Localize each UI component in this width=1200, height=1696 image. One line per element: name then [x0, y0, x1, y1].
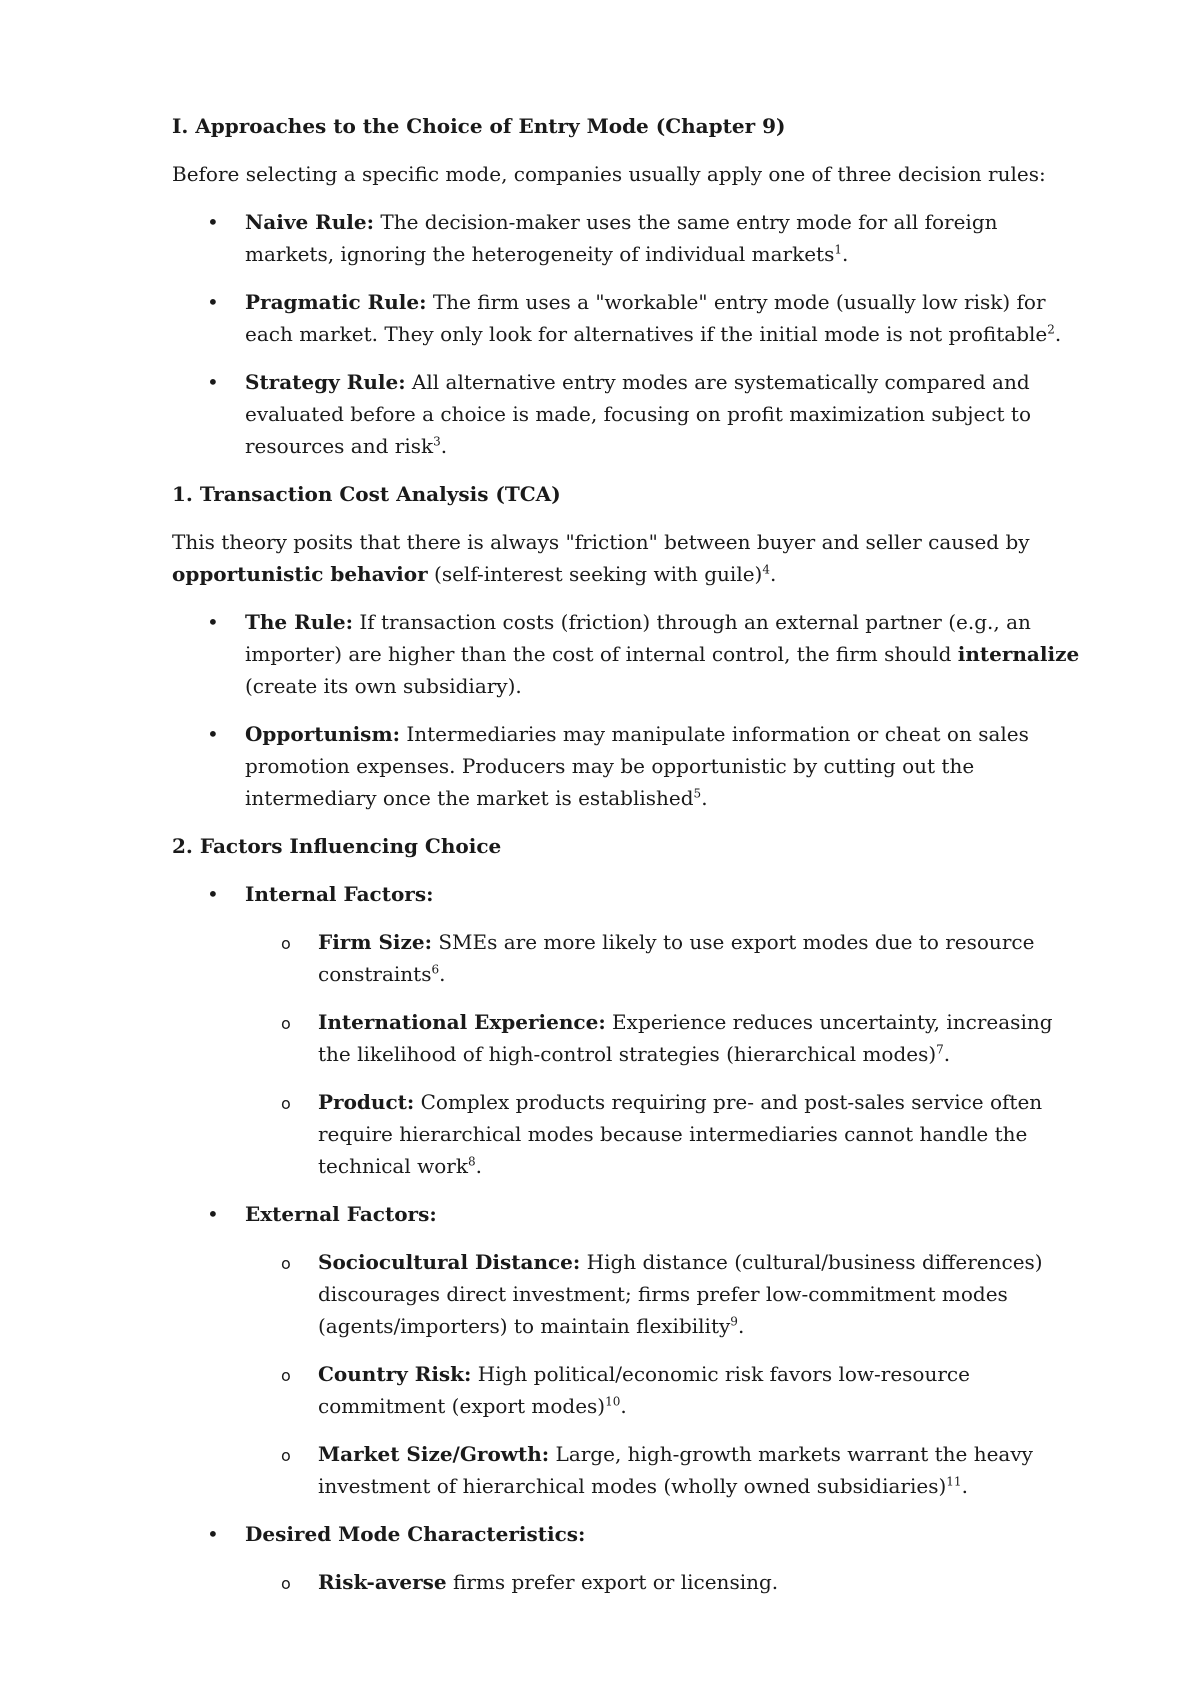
list-item: • Pragmatic Rule: The firm uses a "workable" entry mode (usually low risk) for each market. They only look for alternatives if the initial mode is not profitable$^2$. [172, 286, 1090, 350]
circle-bullet-icon: o [281, 934, 291, 953]
factors-list [172, 878, 1090, 1598]
external-factors-list [245, 1246, 1090, 1502]
bullet-icon: • [207, 722, 219, 746]
list-item: • Naive Rule: The decision-maker uses the same entry mode for all foreign markets, ignoring the heterogeneity of individual markets$^1$. [172, 206, 1090, 270]
footnote-ref: 10 [605, 1394, 621, 1409]
footnote-ref: 11 [946, 1474, 962, 1489]
circle-bullet-icon: o [281, 1574, 291, 1593]
footnote-ref: 9 [730, 1314, 738, 1329]
footnote-ref: 6 [431, 962, 440, 977]
footnote-ref: 4 [762, 562, 771, 577]
list-item: • Strategy Rule: All alternative entry modes are systematically compared and evaluated before a choice is made, focusing on profit maximization subject to resources and risk$^3$. [172, 366, 1090, 462]
decision-rules-list [172, 206, 1090, 462]
circle-bullet-icon: o [281, 1366, 291, 1385]
list-item: o International Experience: Experience reduces uncertainty, increasing the likelihood of high-control strategies (hierarchical modes)$^7$. [281, 1010, 1053, 1066]
footnote-ref: 5 [693, 786, 702, 801]
footnote-ref: 1 [834, 242, 842, 257]
tca-list [172, 606, 1090, 814]
footnote-ref: 7 [936, 1042, 944, 1057]
page-title: I. Approaches to the Choice of Entry Mode (Chapter 9) [172, 114, 786, 138]
list-item: o Risk-averse firms prefer export or licensing. [245, 1566, 1090, 1598]
list-item: • External Factors: o Sociocultural Distance: High distance (cultural/business differences) discourages direct investment; firms prefer low-commitment modes (agents/importers) to maintain flexibility$^9$. o Country Risk: High political/economic risk favors low-resource commitment (export modes)$^{10}$. o Market Size/Growth: Large, high-growth markets warrant the heavy investment of hierarchical modes (wholly owned subsidiaries)$^{11}$. [172, 1198, 1090, 1502]
bullet-icon: • [207, 610, 219, 634]
list-item: o Market Size/Growth: Large, high-growth markets warrant the heavy investment of hierarchical modes (wholly owned subsidiaries)$^{11}$. [281, 1442, 1033, 1498]
list-item: • Desired Mode Characteristics: o Risk-averse firms prefer export or licensing. [172, 1518, 1090, 1598]
internal-factors-list [245, 926, 1090, 1182]
list-item: o Firm Size: SMEs are more likely to use export modes due to resource constraints$^6$. [281, 930, 1035, 986]
intro-paragraph: Before selecting a specific mode, companies usually apply one of three decision rules: [172, 162, 1046, 186]
list-item: o Product: Complex products requiring pre- and post-sales service often require hierarchical modes because intermediaries cannot handle the technical work$^8$. [281, 1090, 1043, 1178]
bullet-icon: • [207, 882, 219, 906]
circle-bullet-icon: o [281, 1254, 291, 1273]
footnote-ref: 3 [433, 434, 441, 449]
list-item: o Sociocultural Distance: High distance (cultural/business differences) discourages direct investment; firms prefer low-commitment modes (agents/importers) to maintain flexibility$^9$. [281, 1250, 1043, 1338]
list-item: o Country Risk: High political/economic risk favors low-resource commitment (export modes)$^{10}$. [281, 1362, 970, 1418]
footnote-ref: 2 [1047, 322, 1055, 337]
bullet-icon: • [207, 290, 219, 314]
section-heading-factors: 2. Factors Influencing Choice [172, 834, 502, 858]
footnote-ref: 8 [467, 1154, 476, 1169]
bullet-icon: • [207, 210, 219, 234]
tca-paragraph: This theory posits that there is always "friction" between buyer and seller caused by opportunistic behavior (self-interest seeking with guile)$^4$. [172, 530, 1030, 586]
circle-bullet-icon: o [281, 1446, 291, 1465]
bullet-icon: • [207, 370, 219, 394]
section-heading-tca: 1. Transaction Cost Analysis (TCA) [172, 482, 561, 506]
circle-bullet-icon: o [281, 1094, 291, 1113]
list-item: • Opportunism: Intermediaries may manipulate information or cheat on sales promotion expenses. Producers may be opportunistic by cutting out the intermediary once the market is established$^5$. [172, 718, 1090, 814]
bullet-icon: • [207, 1202, 219, 1226]
bullet-icon: • [207, 1522, 219, 1546]
circle-bullet-icon: o [281, 1014, 291, 1033]
list-item: • The Rule: If transaction costs (friction) through an external partner (e.g., an importer) are higher than the cost of internal control, the firm should internalize (create its own subsidiary). [172, 606, 1090, 702]
desired-characteristics-list [245, 1566, 1090, 1598]
list-item: • Internal Factors: o Firm Size: SMEs are more likely to use export modes due to resource constraints$^6$. o International Experience: Experience reduces uncertainty, increasing the likelihood of high-control strategies (hierarchical modes)$^7$. o Product: Complex products requiring pre- and post-sales service often require hierarchical modes because intermediaries cannot handle the technical work$^8$. [172, 878, 1090, 1182]
